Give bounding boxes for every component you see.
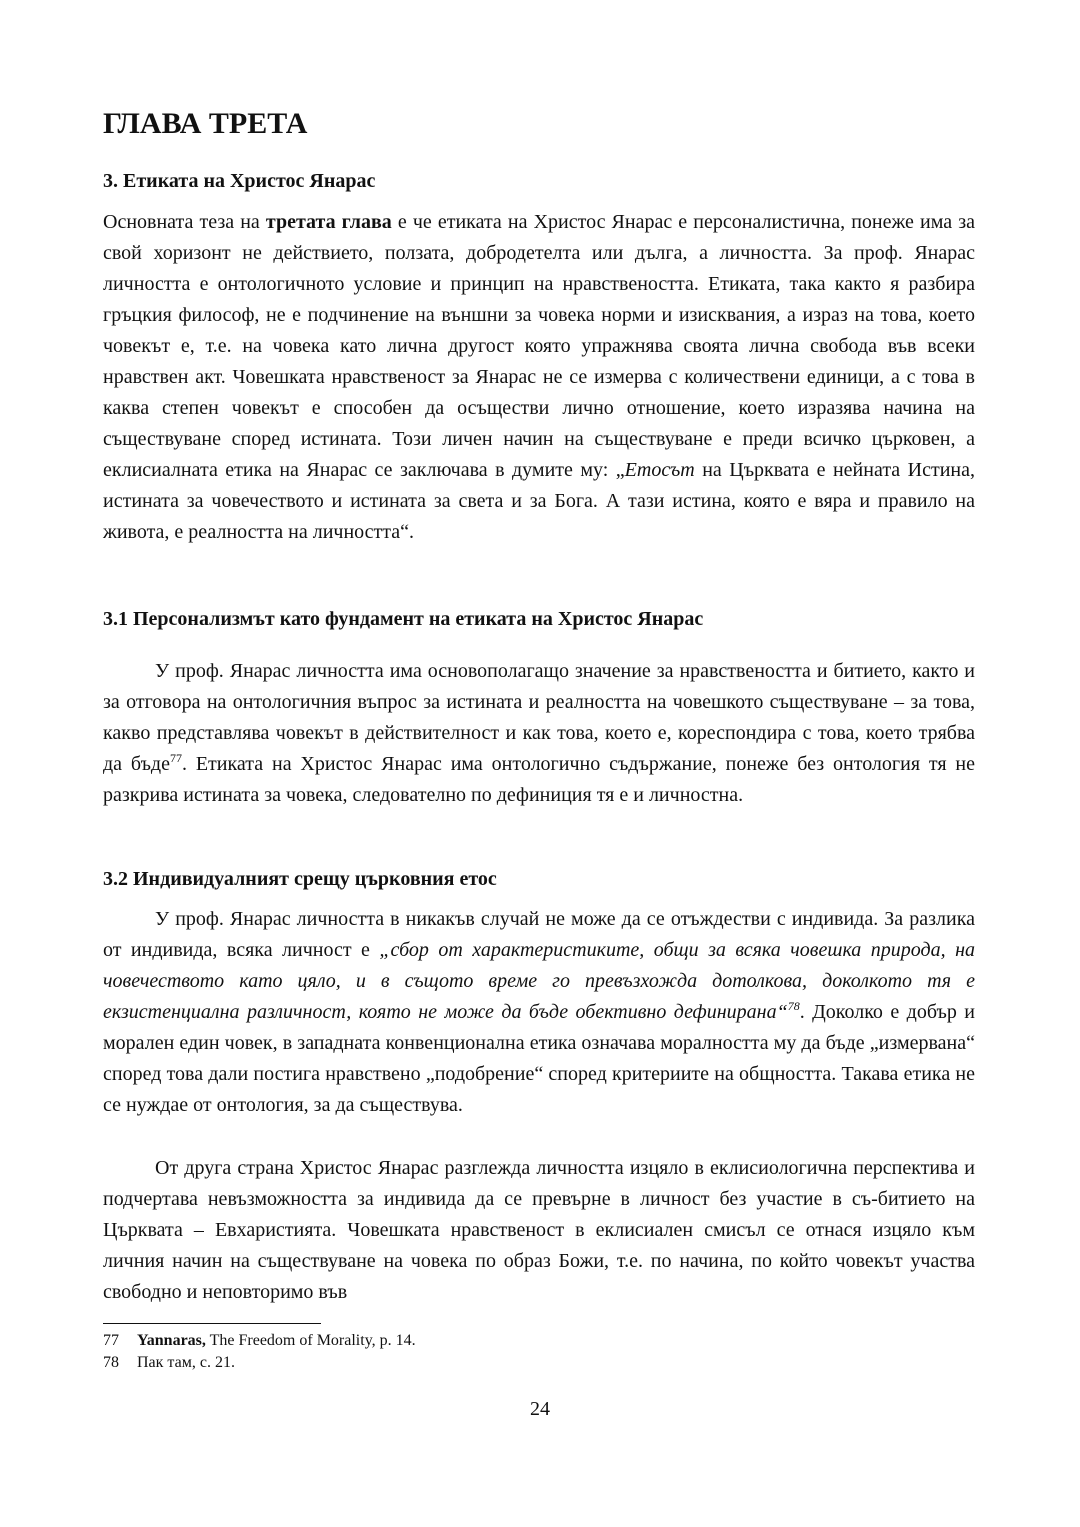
footnote-divider	[103, 1323, 321, 1324]
footnote-ref-77[interactable]: 77	[169, 751, 182, 765]
footnote-ref-78[interactable]: 78	[787, 999, 800, 1013]
section-3-2-paragraph-2: От друга страна Христос Янарас разглежда личността изцяло в еклисиологична перспектива и подчертава невъзможността за индивида да се превърне в личност без участие в съ-битието на Църквата – Евхаристията. Човешката нравственост в еклисиален смисъл се отнася изцяло към личния начин на съществуване на човека по образ Божи, т.е. по начина, по който човекът участва свободно и неповторимо във	[103, 1157, 975, 1303]
section-3-1-paragraph: У проф. Янарас личността има основополагащо значение за нравствеността и битието, както и за отговора на онтологичния въпрос за истината и реалността на човешкото съществуване – за това, какво представлява човекът в действителност и как това, което е, кореспондира с това, което трябва да бъде$^{77}$. Етиката на Христос Янарас има онтологично съдържание, понеже без онтология тя не разкрива истината за човека, следователно по дефиниция тя е и личностна.	[103, 660, 975, 806]
section-3-2-paragraph-1: У проф. Янарас личността в никакъв случай не може да се отъждестви с индивида. За разлика от индивида, всяка личност е „сбор от характеристиките, общи за всяка човешка природа, на човечеството като цяло, и в същото време го превъзхожда дотолкова, доколкото тя е екзистенциална различност, която не може да бъде обективно дефинирана“$^{78}$. Доколко е добър и морален един човек, в западната конвенционална етика означава моралността му да бъде „измервана“ според това дали постига нравствено „подобрение“ според критериите на общността. Такава етика не се нуждае от онтология, за да съществува.	[103, 908, 975, 1116]
section-heading-3-1: 3.1 Персонализмът като фундамент на етиката на Христос Янарас	[103, 608, 704, 630]
footnote-78: 78 Пак там, с. 21.	[103, 1354, 235, 1371]
footnote-77: 77 Yannaras, The Freedom of Morality, p. 14.	[103, 1332, 416, 1349]
italic-word: Етосът	[624, 459, 695, 481]
section-heading-3-2: 3.2 Индивидуалният срещу църковния етос	[103, 868, 497, 890]
section-heading-3: 3. Етиката на Христос Янарас	[103, 170, 376, 192]
footnotes	[103, 1330, 416, 1374]
bold-phrase: третата глава	[265, 211, 392, 233]
chapter-title: ГЛАВА ТРЕТА	[103, 107, 308, 140]
section-3-paragraph: Основната теза на третата глава е че етиката на Христос Янарас е персоналистична, понеже има за свой хоризонт не действието, ползата, добродетелта или дълга, а личността. За проф. Янарас личността е онтологичното условие и принцип на нравствеността. Етиката, така както я разбира гръцкия философ, не е подчинение на външни за човека норми и изисквания, а израз на това, което човекът е, т.е. на човека като лична другост която упражнява своята лична свобода във всеки нравствен акт. Човешката нравственост за Янарас не се измерва с количествени единици, а с това в каква степен човекът е способен да осъществи лично отношение, което изразява начина на съществуване според истината. Този личен начин на съществуване е преди всичко църковен, а еклисиалната етика на Янарас се заключава в думите му: „Етосът на Църквата е нейната Истина, истината за човечеството и истината за света и за Бога. А тази истина, която е вяра и правило на живота, е реалността на личността“.	[103, 211, 975, 543]
page-number: 24	[530, 1398, 550, 1420]
italic-quote: „сбор от характеристиките, общи за всяка човешка природа, на човечеството като цяло, и в същото време го превъзхожда дотолкова, доколкото тя е екзистенциална различност, която не може да бъде обективно дефинирана“$^{78}$	[103, 939, 975, 1023]
